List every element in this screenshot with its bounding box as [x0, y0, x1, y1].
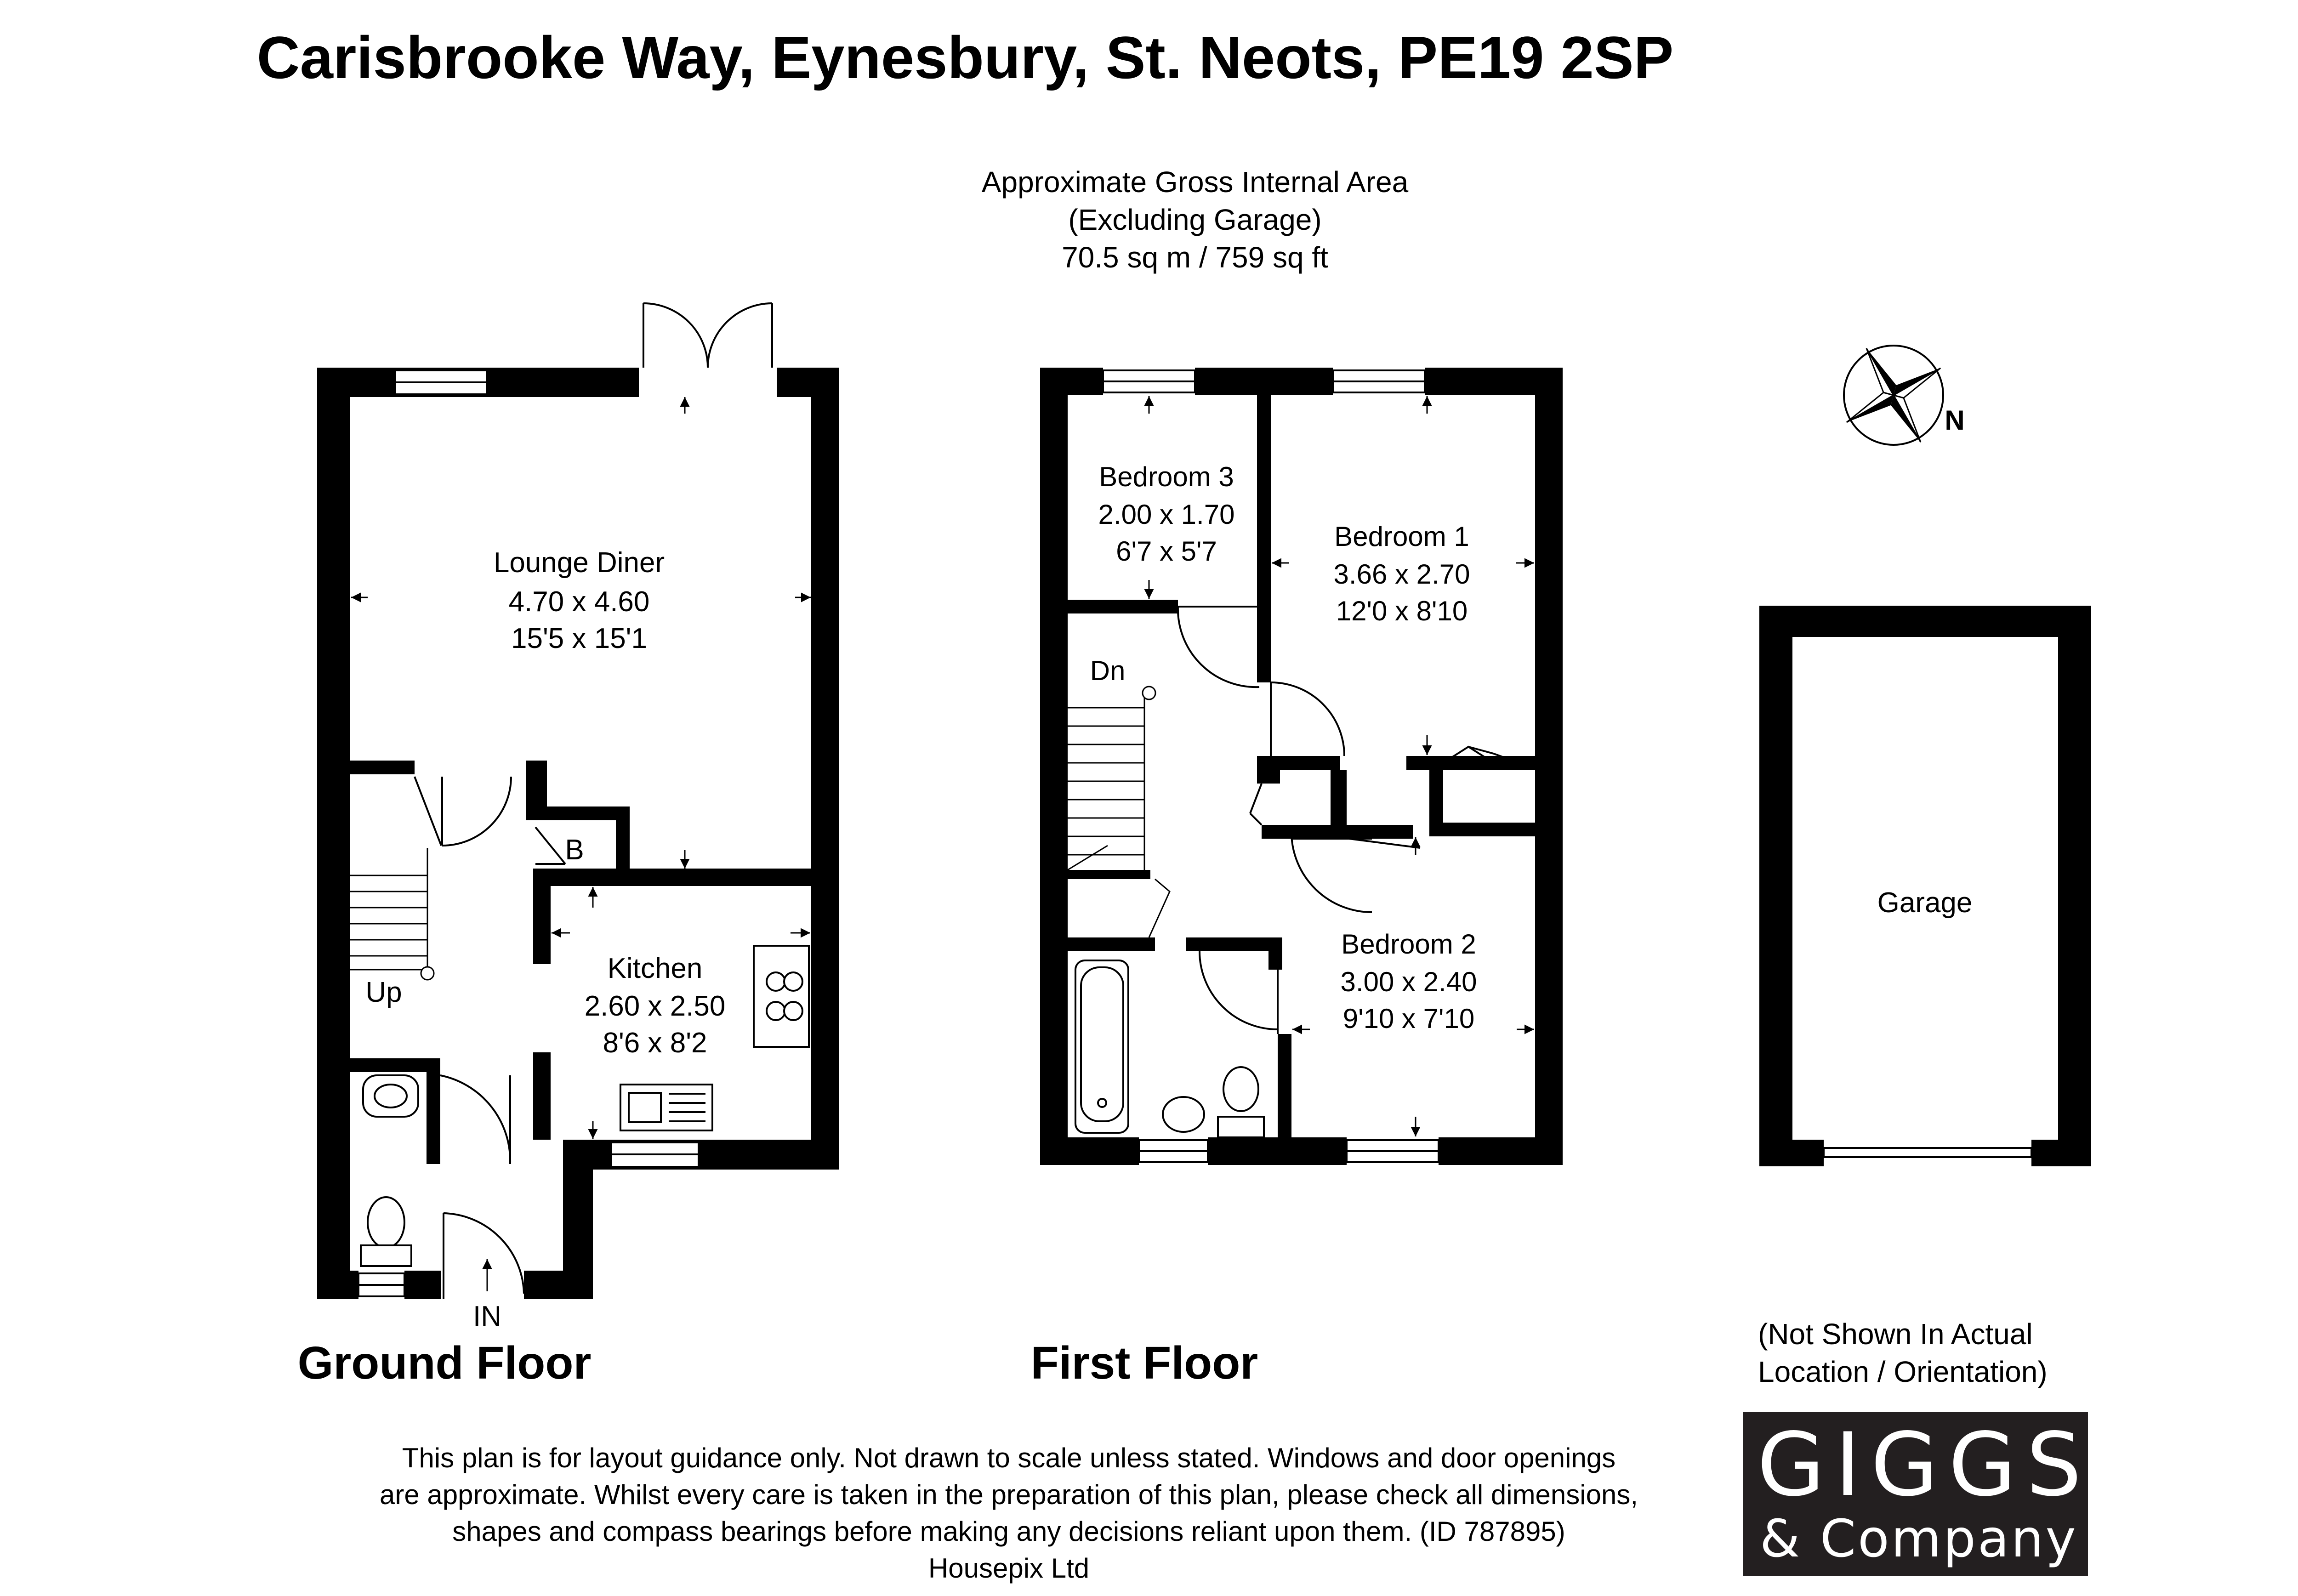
lounge-diner-name: Lounge Diner — [493, 547, 665, 579]
bedroom-2-imperial: 9'10 x 7'10 — [1342, 1003, 1475, 1034]
disclaimer-line-4: Housepix Ltd — [928, 1553, 1090, 1584]
stairs-up — [350, 848, 434, 980]
bedroom-3-metric: 2.00 x 1.70 — [1098, 499, 1235, 530]
garage-note-line-1: (Not Shown In Actual — [1758, 1318, 2033, 1351]
entrance-label: IN — [473, 1301, 501, 1332]
bathroom-fixtures — [1075, 960, 1264, 1137]
disclaimer-line-1: This plan is for layout guidance only. Not drawn to scale unless stated. Windows and door openings — [402, 1443, 1616, 1473]
disclaimer-line-3: shapes and compass bearings before making any decisions reliant upon them. (ID 787895) — [452, 1516, 1565, 1547]
cloakroom-fixtures — [361, 1075, 418, 1266]
lounge-diner-imperial: 15'5 x 15'1 — [511, 623, 648, 654]
stairs-down-label: Dn — [1090, 655, 1126, 686]
bedroom-1-name: Bedroom 1 — [1334, 521, 1469, 552]
first-floor-plan — [1031, 368, 1563, 1389]
ground-floor-walls — [317, 368, 839, 1299]
bedroom-1-metric: 3.66 x 2.70 — [1333, 559, 1470, 590]
kitchen-metric: 2.60 x 2.50 — [584, 990, 726, 1022]
page-title: Carisbrooke Way, Eynesbury, St. Neots, PE19 2SP — [256, 24, 1674, 91]
ground-floor-windows — [358, 370, 699, 1296]
area-line-2: (Excluding Garage) — [1068, 203, 1322, 236]
bedroom-2-name: Bedroom 2 — [1341, 929, 1476, 960]
french-doors — [643, 303, 772, 368]
logo-line-1: GIGGS — [1757, 1414, 2092, 1516]
kitchen-name: Kitchen — [607, 953, 703, 984]
garage-door — [1824, 1148, 2031, 1157]
area-line-1: Approximate Gross Internal Area — [981, 165, 1409, 199]
stairs-up-label: Up — [365, 977, 402, 1008]
lounge-diner-metric: 4.70 x 4.60 — [508, 586, 650, 618]
first-floor-heading: First Floor — [1030, 1337, 1258, 1389]
bedroom-3-imperial: 6'7 x 5'7 — [1116, 536, 1217, 567]
ground-floor-heading: Ground Floor — [297, 1337, 592, 1389]
garage-note-line-2: Location / Orientation) — [1758, 1355, 2048, 1388]
area-line-3: 70.5 sq m / 759 sq ft — [1062, 241, 1328, 274]
compass-rose-icon — [1820, 321, 1968, 469]
logo-line-2: & Company — [1760, 1509, 2078, 1569]
ground-floor-doors — [415, 777, 565, 1299]
giggs-company-logo — [1743, 1412, 2092, 1576]
garage-name: Garage — [1877, 887, 1973, 919]
bedroom-1-imperial: 12'0 x 8'10 — [1336, 596, 1468, 626]
boiler-label: B — [565, 834, 584, 866]
garage-walls — [1759, 606, 2091, 1166]
compass-north-label: N — [1945, 405, 1965, 436]
disclaimer-line-2: are approximate. Whilst every care is taken in the preparation of this plan, please check all dimensions, — [379, 1479, 1638, 1510]
garage-plan — [1758, 606, 2091, 1388]
ground-floor-plan — [298, 303, 839, 1389]
bedroom-3-name: Bedroom 3 — [1099, 461, 1234, 492]
bedroom-2-metric: 3.00 x 2.40 — [1340, 966, 1477, 997]
stairs-down — [1068, 687, 1170, 937]
kitchen-imperial: 8'6 x 8'2 — [603, 1027, 707, 1059]
